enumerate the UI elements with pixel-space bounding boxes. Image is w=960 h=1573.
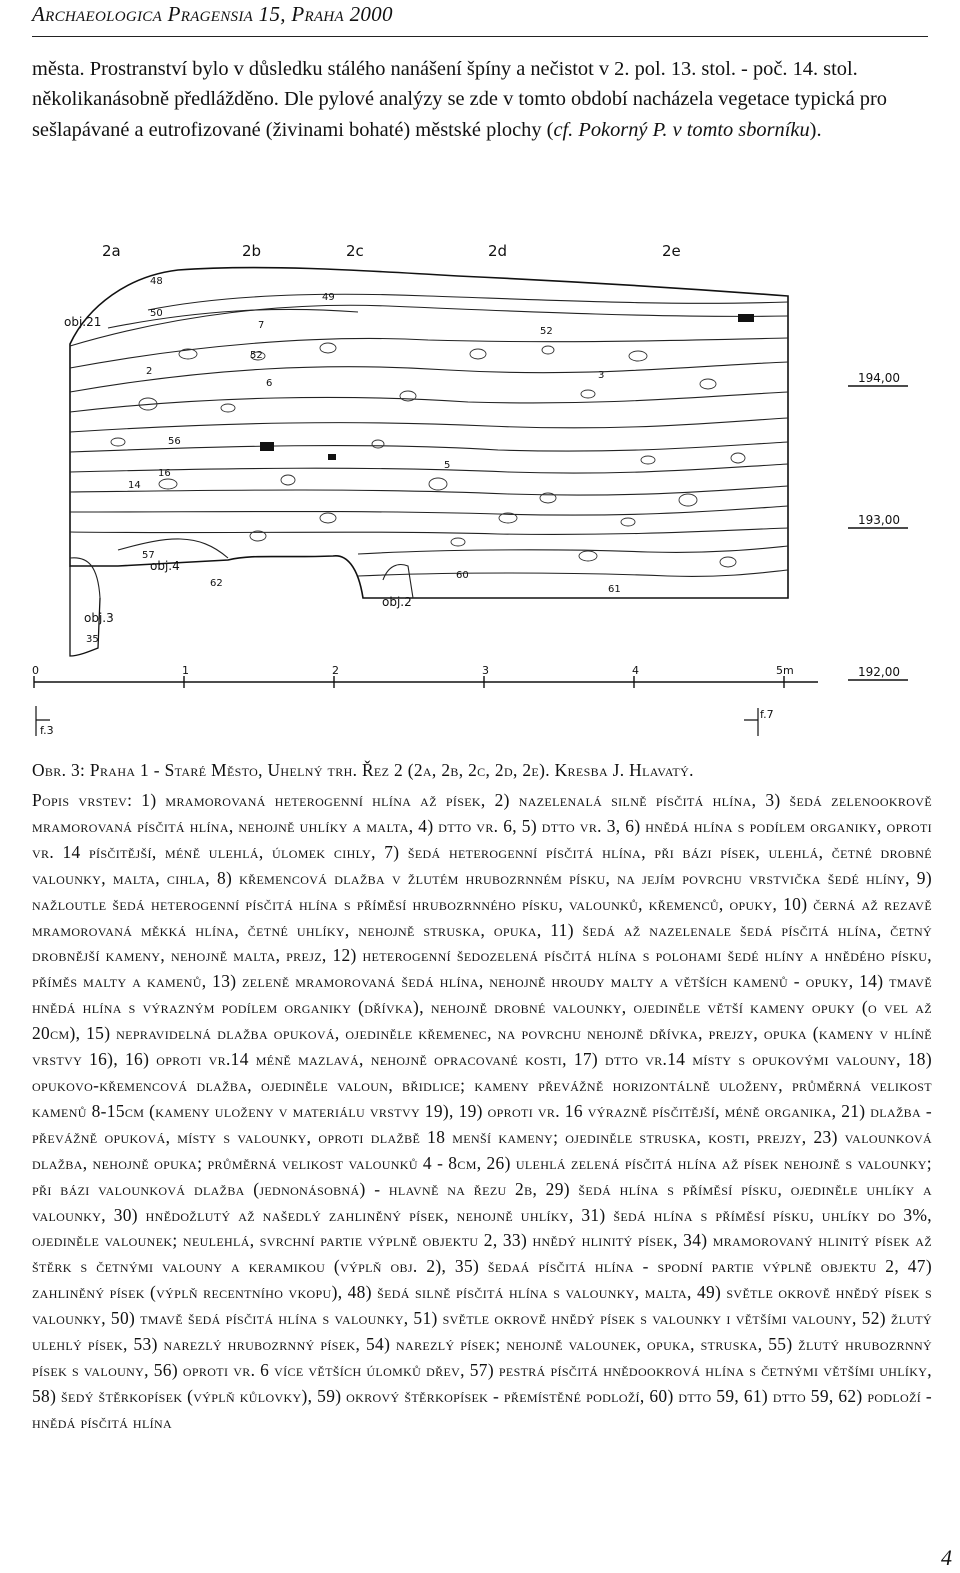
scale-label-1: 1 (182, 664, 189, 677)
layer-label: 49 (322, 292, 335, 303)
scale-label-3: 3 (482, 664, 489, 677)
section-label-2d: 2d (488, 242, 508, 260)
layer-label: 52 (250, 350, 263, 361)
elevation-194: 194,00 (858, 371, 900, 385)
scale-label-4: 4 (632, 664, 639, 677)
intro-text-end: ). (809, 118, 822, 141)
layer-label: 57 (142, 550, 155, 561)
elevation-192: 192,00 (858, 665, 900, 679)
intro-cf: cf. (553, 118, 574, 141)
section-label-2c: 2c (346, 242, 364, 260)
scale-label-5m: 5m (776, 664, 794, 677)
header-rule (32, 36, 928, 37)
layer-label: 60 (456, 570, 469, 581)
layer-description-text: Popis vrstev: 1) mramorovaná heterogenní hlína až písek, 2) nazelenalá silně písčitá hlína, 3) šedá zelenookrově mramorovaná písčitá hlína, nehojně uhlíky a malta, 4) dtto vr. 6, 5) dtto vr. 3, 6) hnědá hlína s podílem organiky, oproti vr. 14 písčitější, méně ulehlá, úlomek cihly, 7) šedá heterogenní písčitá hlína, při bázi písek, ulehlá, četné drobné valounky, malta, cihla, 8) křemencová dlažba v žlutém hrubozrnném písku, na jejím povrchu vrstvička šedé hlíny, 9) nažloutle šedá heterogenní písčitá hlína s příměsí hrubozrnného písku, valounků, křemenců, opuky, 10) černá až rezavě mramorovaná měkká hlína, četné uhlíky, nehojně struska, opuka, 11) šedá až nazelenale šedá písčitá hlína, četný drobnější kameny, nehojně malta, prejz, 12) heterogenní šedozelená písčitá hlína s polohami šedé hlíny a hnědého písku, příměs malty a kamenů, 13) zeleně mramorovaná šedá hlína, nehojně hroudy malty a větších kamenů - opuky, 14) tmavě hnědá hlína s výrazným podílem organiky (dřívka), nehojně drobné valounky, ojediněle větší kameny opuky (o vel až 20cm), 15) nepravidelná dlažba opuková, ojediněle křemenec, na povrchu nehojně dřívka, prejzy, opuka (kameny v hlíně vrstvy 16), 16) oproti vr.14 méně mazlavá, nehojně opracované kosti, 17) dtto vr.14 místy s opukovými valouny, 18) opukovo-křemencová dlažba, ojediněle valoun, břidlice; kameny převážně horizontálně uloženy, průměrná velikost kamenů 8-15cm (kameny uloženy v materiálu vrstvy 19), 19) oproti vr. 16 výrazně písčitější, méně organika, 21) dlažba - převážně opuková, místy s valounky, oproti dlažbě 18 menší kameny; ojediněle struska, kosti, prejzy, 23) valounková dlažba, nehojně opuka; průměrná velikost valounků 4 - 8cm, 26) ulehlá zelená písčitá hlína až písek nehojně s valounky; při bázi valounková dlažba (jednonásobná) - hlavně na řezu 2b, 29) šedá hlína s příměsí písku, ojediněle uhlíky a valounky, 30) hnědožlutý až našedlý zahliněný písek, nehojně uhlíky, 31) šedá hlína s příměsí písku, uhlíky do 3%, ojediněle valounek; neulehlá, svrchní partie výplně objektu 2, 33) hnědý hlinitý písek, 34) mramorovaný hlinitý písek až štěrk s četnými valouny a keramikou (výplň obj. 2), 35) šedaá písčitá hlína - spodní partie výplně objektu 2, 47) zahliněný písek (výplň recentního vkopu), 48) šedá silně písčitá hlína s valounky, malta, 49) světle okrově hnědý písek s valounky, 50) tmavě šedá písčitá hlína s valounky, 51) světle okrově hnědý písek s valounky i většími valouny, 52) žlutý ulehlý písek, 53) narezlý hrubozrnný písek, 54) narezlý písek; nehojně valounek, opuka, struska, 55) žlutý hrubozrnný písek s valouny, 56) oproti vr. 6 více větších úlomků dřev, 57) pestrá písčitá hnědookrová hlína s četnými většími uhlíky, 58) šedý štěrkopísek (výplň kůlovky), 59) okrový štěrkopísek - přemístěné podloží, 60) dtto 59, 61) dtto 59, 62) podloží - hnědá písčitá hlína (32, 790, 932, 1432)
charcoal-lump (328, 454, 336, 460)
feature-label-obj4: obj.4 (150, 559, 180, 573)
section-drawing (28, 236, 928, 741)
layer-label: 16 (158, 468, 171, 479)
layer-label: 6 (266, 378, 273, 389)
layer-label: 50 (150, 308, 163, 319)
grid-marker-f7 (744, 708, 758, 736)
layer-label: 35 (86, 634, 99, 645)
charcoal-lump (260, 442, 274, 451)
layer-description (32, 788, 932, 1436)
layer-label: 2 (146, 366, 153, 377)
feature-label-obj3: obj.3 (84, 611, 114, 625)
section-label-2a: 2a (102, 242, 121, 260)
layer-label: 14 (128, 480, 141, 491)
scale-bar (34, 676, 818, 688)
layer-label: 62 (210, 578, 223, 589)
layer-label: 56 (168, 436, 181, 447)
layer-label: 3 (598, 370, 605, 381)
page-number: 4 (941, 1545, 952, 1570)
layer-label: 52 (540, 326, 553, 337)
grid-label-f3: f.3 (40, 724, 54, 737)
feature-label-obj2: obj.2 (382, 595, 412, 609)
charcoal-lump (738, 314, 754, 322)
scale-label-2: 2 (332, 664, 339, 677)
layer-label: 7 (258, 320, 265, 331)
layer-label: 61 (608, 584, 621, 595)
intro-text: města. Prostranství bylo v důsledku stálého nanášení špíny a nečistot v 2. pol. 13. stol. - poč. 14. stol. několikanásobně předlážděno. Dle pylové analýzy se zde v tomto období nacházela vegetace typická pro sešlapávané a eutrofizované (živinami bohaté) městské plochy ( (32, 58, 887, 141)
scale-label-0: 0 (32, 664, 39, 677)
running-header: Archaeologica Pragensia 15, Praha 2000 (32, 2, 393, 26)
intro-paragraph (32, 54, 932, 145)
grid-label-f7: f.7 (760, 708, 774, 721)
elevation-193: 193,00 (858, 513, 900, 527)
figure-caption: Obr. 3: Praha 1 - Staré Město, Uhelný trh. Řez 2 (2a, 2b, 2c, 2d, 2e). Kresba J. Hlavatý. (32, 760, 694, 780)
section-label-2e: 2e (662, 242, 681, 260)
intro-reference: Pokorný P. v tomto sborníku (578, 118, 810, 141)
section-label-2b: 2b (242, 242, 262, 260)
layer-label: 5 (444, 460, 451, 471)
feature-label-obj21: obj.21 (64, 315, 102, 329)
layer-label: 48 (150, 276, 163, 287)
